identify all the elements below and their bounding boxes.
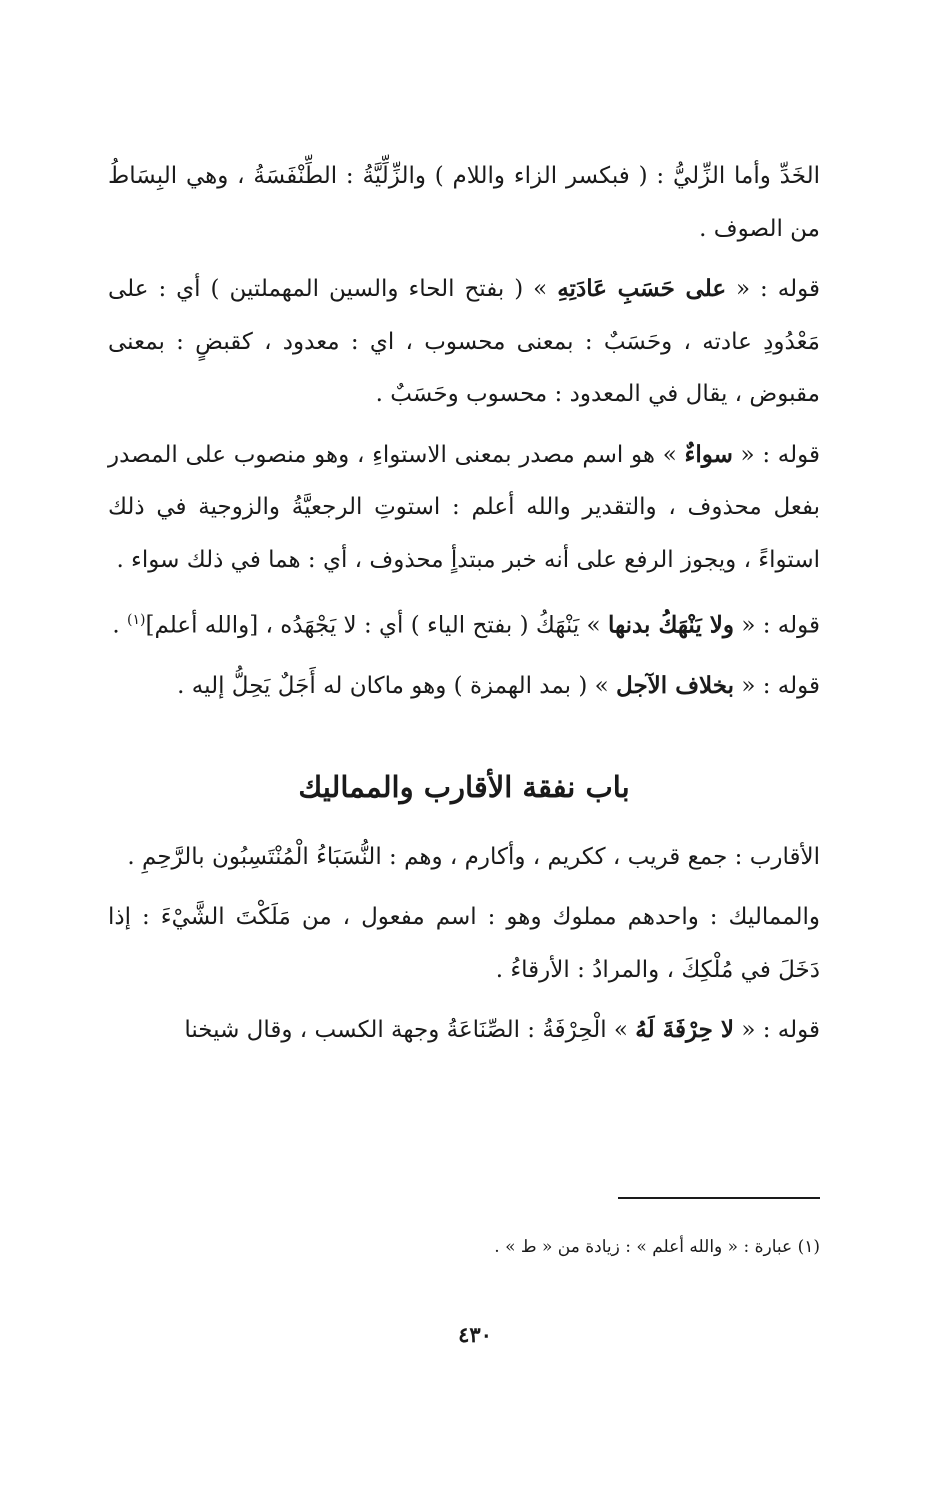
- section-heading: باب نفقة الأقارب والمماليك: [298, 769, 630, 804]
- paragraph-3-term: سواءٌ: [684, 440, 733, 468]
- paragraph-4: [108, 594, 820, 652]
- page-number: ٤٣٠: [458, 1322, 492, 1347]
- paragraph-5-term: بخلاف الآجل: [616, 672, 735, 700]
- paragraph-4-term: ولا يَنْهَكُ بدنها: [607, 611, 735, 639]
- paragraph-8-body: » الْحِرْفَةُ : الصِّنَاعَةُ وجهة الكسب ، وقال شيخنا: [184, 1017, 636, 1044]
- paragraph-5-lead: قوله : «: [734, 673, 820, 700]
- paragraph-5: [108, 660, 820, 713]
- paragraph-3: [108, 429, 820, 587]
- paragraph-2-term: على حَسَبِ عَادَتِهِ: [557, 275, 727, 302]
- paragraph-2: [108, 263, 820, 421]
- paragraph-3-body: » هو اسم مصدر بمعنى الاستواءِ ، وهو منصوب على المصدر بفعل محذوف ، والتقدير والله أعلم : استوتِ الرجعيَّةُ والزوجية في ذلك استواءً ، ويجوز الرفع على أنه خبر مبتدأٍ محذوف ، أي : هما في ذلك سواء .: [108, 441, 820, 573]
- paragraph-1: الخَدِّ وأما الزِّليُّ : ( فبكسر الزاء واللام ) والزِّلِّيَّةُ : الطِّنْفَسَةُ ، وهي البِسَاطُ من الصوف .: [108, 163, 820, 242]
- paragraph-4-lead: قوله : «: [734, 612, 820, 639]
- paragraph-4-tail: .: [112, 612, 128, 639]
- footnote-marker: (١): [127, 612, 146, 628]
- paragraph-5-body: » ( بمد الهمزة ) وهو ماكان له أَجَلٌ يَحِلُّ إليه .: [177, 673, 617, 700]
- footnote-divider: [618, 1197, 820, 1199]
- paragraph-2-body: » ( بفتح الحاء والسين المهملتين ) أي : على مَعْدُودِ عادته ، وحَسَبٌ : بمعنى محسوب ، اي : معدود ، كقبضٍ : بمعنى مقبوض ، يقال في المعدود : محسوب وحَسَبٌ .: [108, 276, 820, 407]
- paragraph-8-lead: قوله : «: [734, 1017, 820, 1044]
- paragraph-2-lead: قوله : «: [726, 276, 820, 302]
- paragraph-3-lead: قوله : «: [732, 441, 820, 468]
- paragraph-6: الأقارب : جمع قريب ، ككريم ، وأكارم ، وهم : النُّسَبَاءُ الْمُنْتَسِبُون بالرَّحِمِ .: [127, 843, 820, 870]
- paragraph-8-term: لا حِرْفَةَ لَهُ: [635, 1016, 735, 1044]
- main-text: [108, 150, 820, 1065]
- paragraph-8: [108, 1004, 820, 1057]
- paragraph-7: والمماليك : واحدهم مملوك وهو : اسم مفعول ، من مَلَكْتَ الشَّيْءَ : إذا دَخَلَ في مُلْكِكَ ، والمرادُ : الأرقاءُ .: [108, 904, 820, 983]
- paragraph-4-body: » يَنْهَكُ ( بفتح الياء ) أي : لا يَجْهَدُه ، [والله أعلم]: [145, 612, 608, 639]
- footnote: (١) عبارة : « والله أعلم » : زيادة من « ط » .: [494, 1237, 820, 1257]
